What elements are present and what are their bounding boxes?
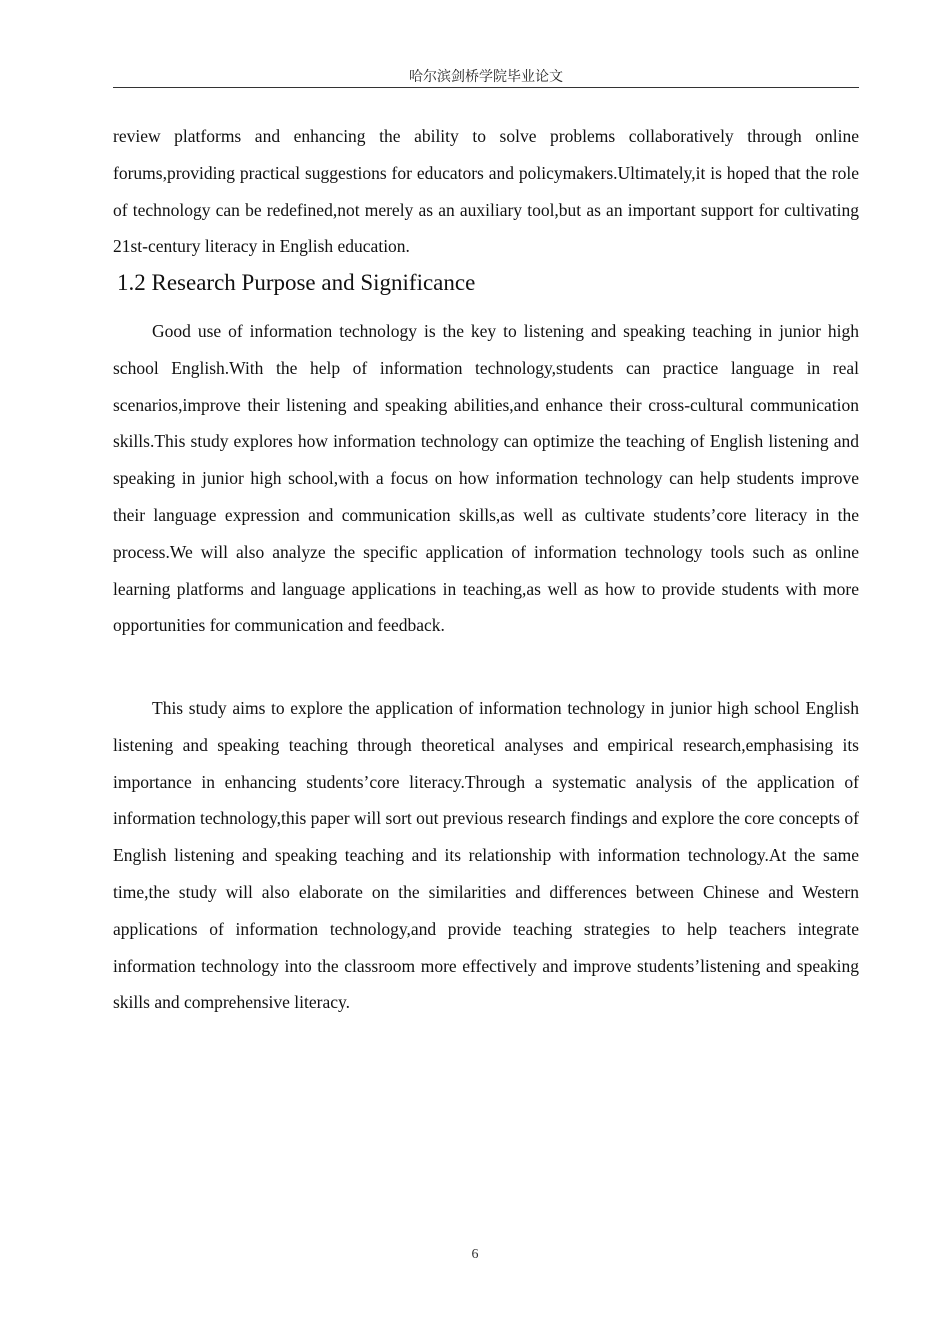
section-heading: 1.2 Research Purpose and Significance — [117, 270, 476, 295]
running-header: 哈尔滨剑桥学院毕业论文 — [409, 69, 563, 85]
page-number: 6 — [471, 1247, 479, 1262]
paragraph-continued: review platforms and enhancing the ability to solve problems collaboratively through online forums,providing practical suggestions for educators and policymakers.Ultimately,it is hoped that the role of technology can be redefined,not merely as an auxiliary tool,but as an important support for cultivating 21st-century literacy in English education. — [113, 126, 859, 257]
paragraph-aims: This study aims to explore the application of information technology in junior high school English listening and speaking teaching through theoretical analyses and empirical research,emphasising its importance in enhancing students’core literacy.Through a systematic analysis of the application of information technology,this paper will sort out previous research findings and explore the core concepts of English listening and speaking teaching and its relationship with information technology.At the same time,the study will also elaborate on the similarities and differences between Chinese and Western applications of information technology,and provide teaching strategies to help teachers integrate information technology into the classroom more effectively and improve students’listening and speaking skills and comprehensive literacy. — [113, 698, 859, 1013]
paragraph-purpose: Good use of information technology is the key to listening and speaking teaching in junior high school English.With the help of information technology,students can practice language in real scenarios,improve their listening and speaking abilities,and enhance their cross-cultural communication skills.This study explores how information technology can optimize the teaching of English listening and speaking in junior high school,with a focus on how information technology can help students improve their language expression and communication skills,as well as cultivate students’core literacy in the process.We will also analyze the specific application of information technology tools such as online learning platforms and language applications in teaching,as well as how to provide students with more opportunities for communication and feedback. — [113, 321, 859, 636]
header-divider — [113, 87, 859, 88]
